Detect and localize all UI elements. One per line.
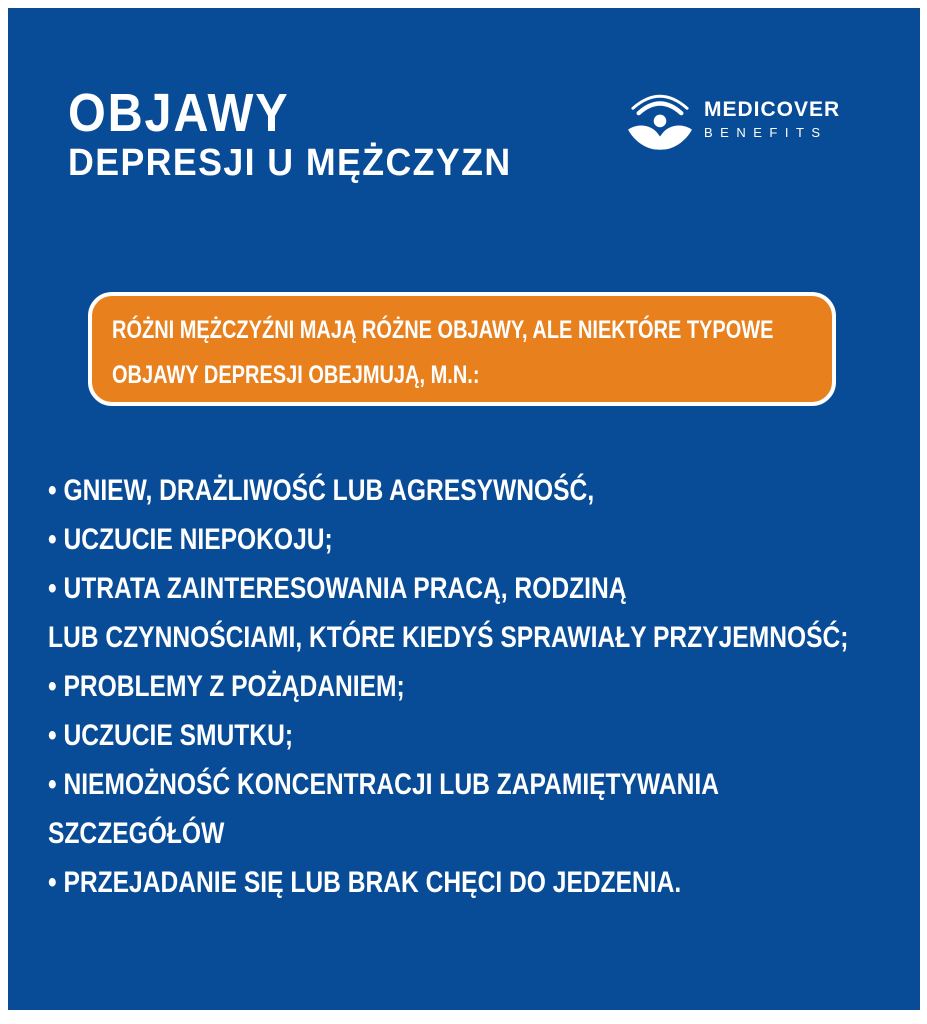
symptoms-list [48,466,912,907]
symptom-item [48,858,912,907]
logo-sub-name: BENEFITS [704,125,828,141]
symptom-text: • UCZUCIE SMUTKU; [48,718,294,752]
callout-text: OBJAWY DEPRESJI OBEJMUJĄ, M.N.: [112,361,480,389]
symptom-text: • NIEMOŻNOŚĆ KONCENTRACJI LUB ZAPAMIĘTYWANIA [48,767,719,801]
symptom-text: LUB CZYNNOŚCIAMI, KTÓRE KIEDYŚ SPRAWIAŁY PRZYJEMNOŚĆ; [48,620,849,654]
logo-text [704,98,840,140]
medicover-figure-icon [626,88,694,150]
callout-text: RÓŻNI MĘŻCZYŹNI MAJĄ RÓŻNE OBJAWY, ALE NIEKTÓRE TYPOWE [112,316,774,344]
symptom-item [48,515,912,564]
symptom-text: • PROBLEMY Z POŻĄDANIEM; [48,669,405,703]
callout-line [112,353,812,398]
callout-line [112,308,812,353]
intro-callout [88,292,836,406]
symptom-item-continuation [48,809,912,858]
symptom-item-continuation [48,613,912,662]
symptom-text: SZCZEGÓŁÓW [48,816,225,850]
symptom-text: • GNIEW, DRAŻLIWOŚĆ LUB AGRESYWNOŚĆ, [48,473,595,507]
symptom-text: • UTRATA ZAINTERESOWANIA PRACĄ, RODZINĄ [48,571,627,605]
page-title: OBJAWY [68,83,290,143]
blue-panel [8,8,920,1010]
symptom-item [48,466,912,515]
logo-brand-name: MEDICOVER [704,97,841,121]
symptom-item [48,662,912,711]
medicover-logo [626,88,840,150]
symptom-text: • PRZEJADANIE SIĘ LUB BRAK CHĘCI DO JEDZENIA. [48,865,682,899]
symptom-item [48,711,912,760]
page-subtitle: DEPRESJI U MĘŻCZYZN [68,142,512,184]
symptom-item [48,760,912,809]
symptom-item [48,564,912,613]
symptom-text: • UCZUCIE NIEPOKOJU; [48,522,333,556]
